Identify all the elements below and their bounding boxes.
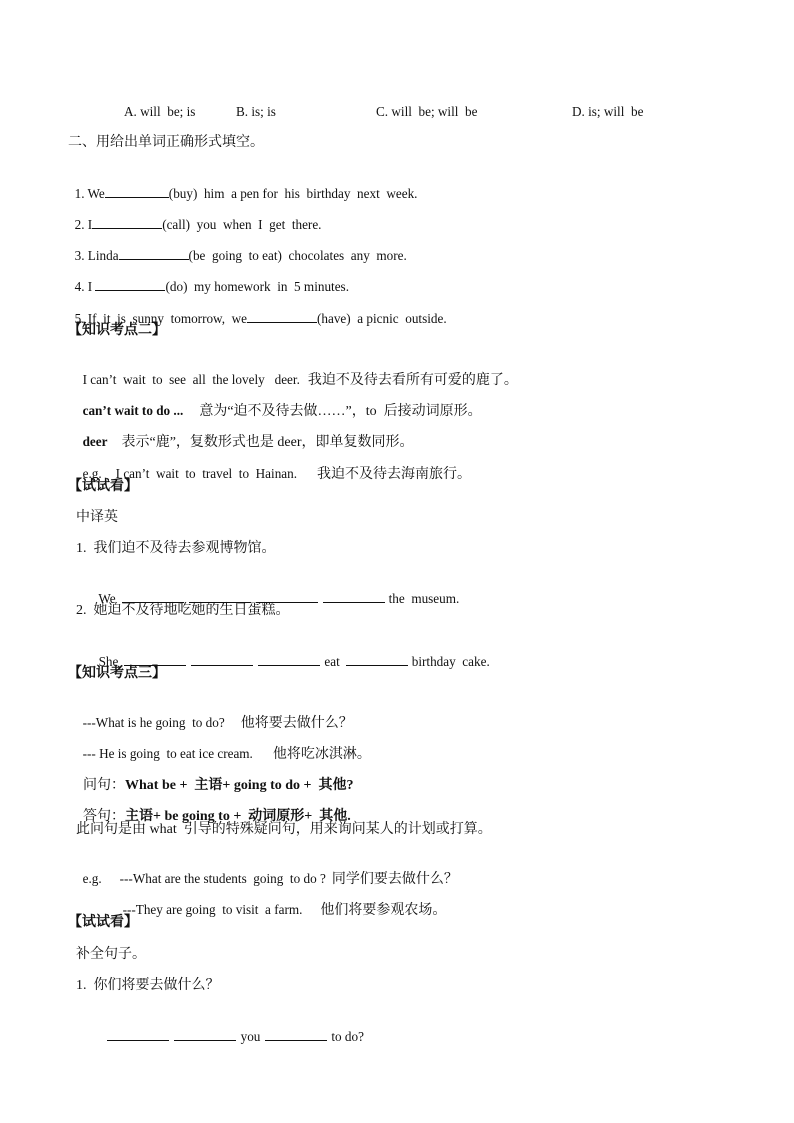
try1-q1: 1. 我们迫不及待去参观博物馆。	[76, 541, 276, 556]
point2-eg-label: e.g.	[82, 466, 102, 481]
choice-a: A. will be; is	[124, 104, 196, 119]
try2-heading: 【试试看】	[68, 915, 138, 930]
point3-eg-a-zh: 他们将要参观农场。	[320, 903, 447, 918]
answer-blank[interactable]	[247, 309, 317, 323]
point3-answer-pattern: 主语+ be going to + 动词原形+ 其他.	[125, 809, 351, 824]
point2-word-explain: 表示“鹿”，复数形式也是 deer，即单复数同形。	[121, 435, 414, 450]
point2-word: deer	[82, 434, 108, 449]
fill-item-3-pre: 3. Linda	[74, 248, 119, 263]
answer-blank[interactable]	[92, 215, 162, 229]
point3-answer-label: 答句：	[83, 809, 125, 824]
point3-heading: 【知识考点三】	[68, 666, 166, 681]
try1-q1-post: the museum.	[388, 591, 460, 606]
try2-q1-post: to do?	[331, 1029, 364, 1044]
point3-ask-label: 问句：	[83, 778, 125, 793]
fill-item-1-post: (buy) him a pen for his birthday next week.	[168, 186, 418, 201]
point3-qa-a-en: --- He is going to eat ice cream.	[82, 746, 253, 761]
point3-eg-q-en: ---What are the students going to do ?	[119, 871, 326, 886]
answer-blank[interactable]	[323, 589, 385, 603]
try2-instruction: 补全句子。	[76, 947, 146, 962]
point3-qa-q-zh: 他将要去做什么？	[240, 716, 353, 731]
answer-blank[interactable]	[258, 652, 320, 666]
fill-item-4-pre: 4. I	[74, 279, 96, 294]
try1-heading: 【试试看】	[68, 479, 138, 494]
point2-phrase-explain: 意为“迫不及待去做……”，to 后接动词原形。	[199, 404, 482, 419]
fill-item-2-post: (call) you when I get there.	[162, 217, 322, 232]
section2-title: 二、用给出单词正确形式填空。	[68, 135, 264, 150]
fill-item-3-post: (be going to eat) chocolates any more.	[188, 248, 407, 263]
try1-q2-pre: She	[98, 654, 119, 669]
point2-heading: 【知识考点二】	[68, 323, 166, 338]
try1-q2: 2. 她迫不及待地吃她的生日蛋糕。	[76, 603, 290, 618]
point3-eg-label: e.g.	[82, 871, 102, 886]
answer-blank[interactable]	[191, 652, 253, 666]
answer-blank[interactable]	[95, 277, 165, 291]
choice-d: D. is; will be	[572, 104, 644, 119]
try2-q1: 1. 你们将要去做什么？	[76, 978, 220, 993]
point2-eg-zh: 我迫不及待去海南旅行。	[317, 467, 472, 482]
fill-item-5-post: (have) a picnic outside.	[317, 311, 447, 326]
answer-blank[interactable]	[265, 1027, 327, 1041]
point2-example-en: I can’t wait to see all the lovely deer.	[82, 372, 300, 387]
answer-blank[interactable]	[256, 589, 318, 603]
fill-item-1-pre: 1. We	[74, 186, 105, 201]
try1-q2-post: birthday cake.	[411, 654, 490, 669]
point3-eg-q-zh: 同学们要去做什么？	[331, 872, 458, 887]
point3-eg-a-en: ---They are going to visit a farm.	[122, 902, 303, 917]
try1-q1-pre: We	[98, 591, 116, 606]
point3-qa-a-zh: 他将吃冰淇淋。	[272, 747, 371, 762]
try2-q1-mid: you	[240, 1029, 261, 1044]
fill-item-2-pre: 2. I	[74, 217, 93, 232]
fill-item-4-post: (do) my homework in 5 minutes.	[165, 279, 349, 294]
answer-blank[interactable]	[105, 184, 169, 198]
answer-blank[interactable]	[122, 589, 184, 603]
try1-instruction: 中译英	[76, 510, 118, 525]
answer-blank[interactable]	[346, 652, 408, 666]
choice-b: B. is; is	[236, 104, 276, 119]
point2-phrase: can’t wait to do ...	[82, 403, 184, 418]
try1-q2-mid: eat	[324, 654, 340, 669]
answer-blank[interactable]	[124, 652, 186, 666]
point3-eg-answer	[116, 883, 446, 920]
answer-blank[interactable]	[174, 1027, 236, 1041]
answer-blank[interactable]	[107, 1027, 169, 1041]
point3-qa-q-en: ---What is he going to do?	[82, 715, 225, 730]
fill-item-5-pre: 5. If it is sunny tomorrow, we	[74, 311, 247, 326]
point3-explain: 此问句是由 what 引导的特殊疑问句，用来询问某人的计划或打算。	[76, 822, 492, 837]
point3-ask-pattern: What be + 主语+ going to do + 其他?	[125, 778, 354, 793]
choice-c: C. will be; will be	[376, 104, 478, 119]
point2-eg-en: I can’t wait to travel to Hainan.	[115, 466, 298, 481]
answer-blank[interactable]	[119, 246, 189, 260]
answer-blank[interactable]	[189, 589, 251, 603]
try2-q1-answer	[100, 1009, 364, 1046]
point2-example-zh: 我迫不及待去看所有可爱的鹿了。	[307, 373, 518, 388]
